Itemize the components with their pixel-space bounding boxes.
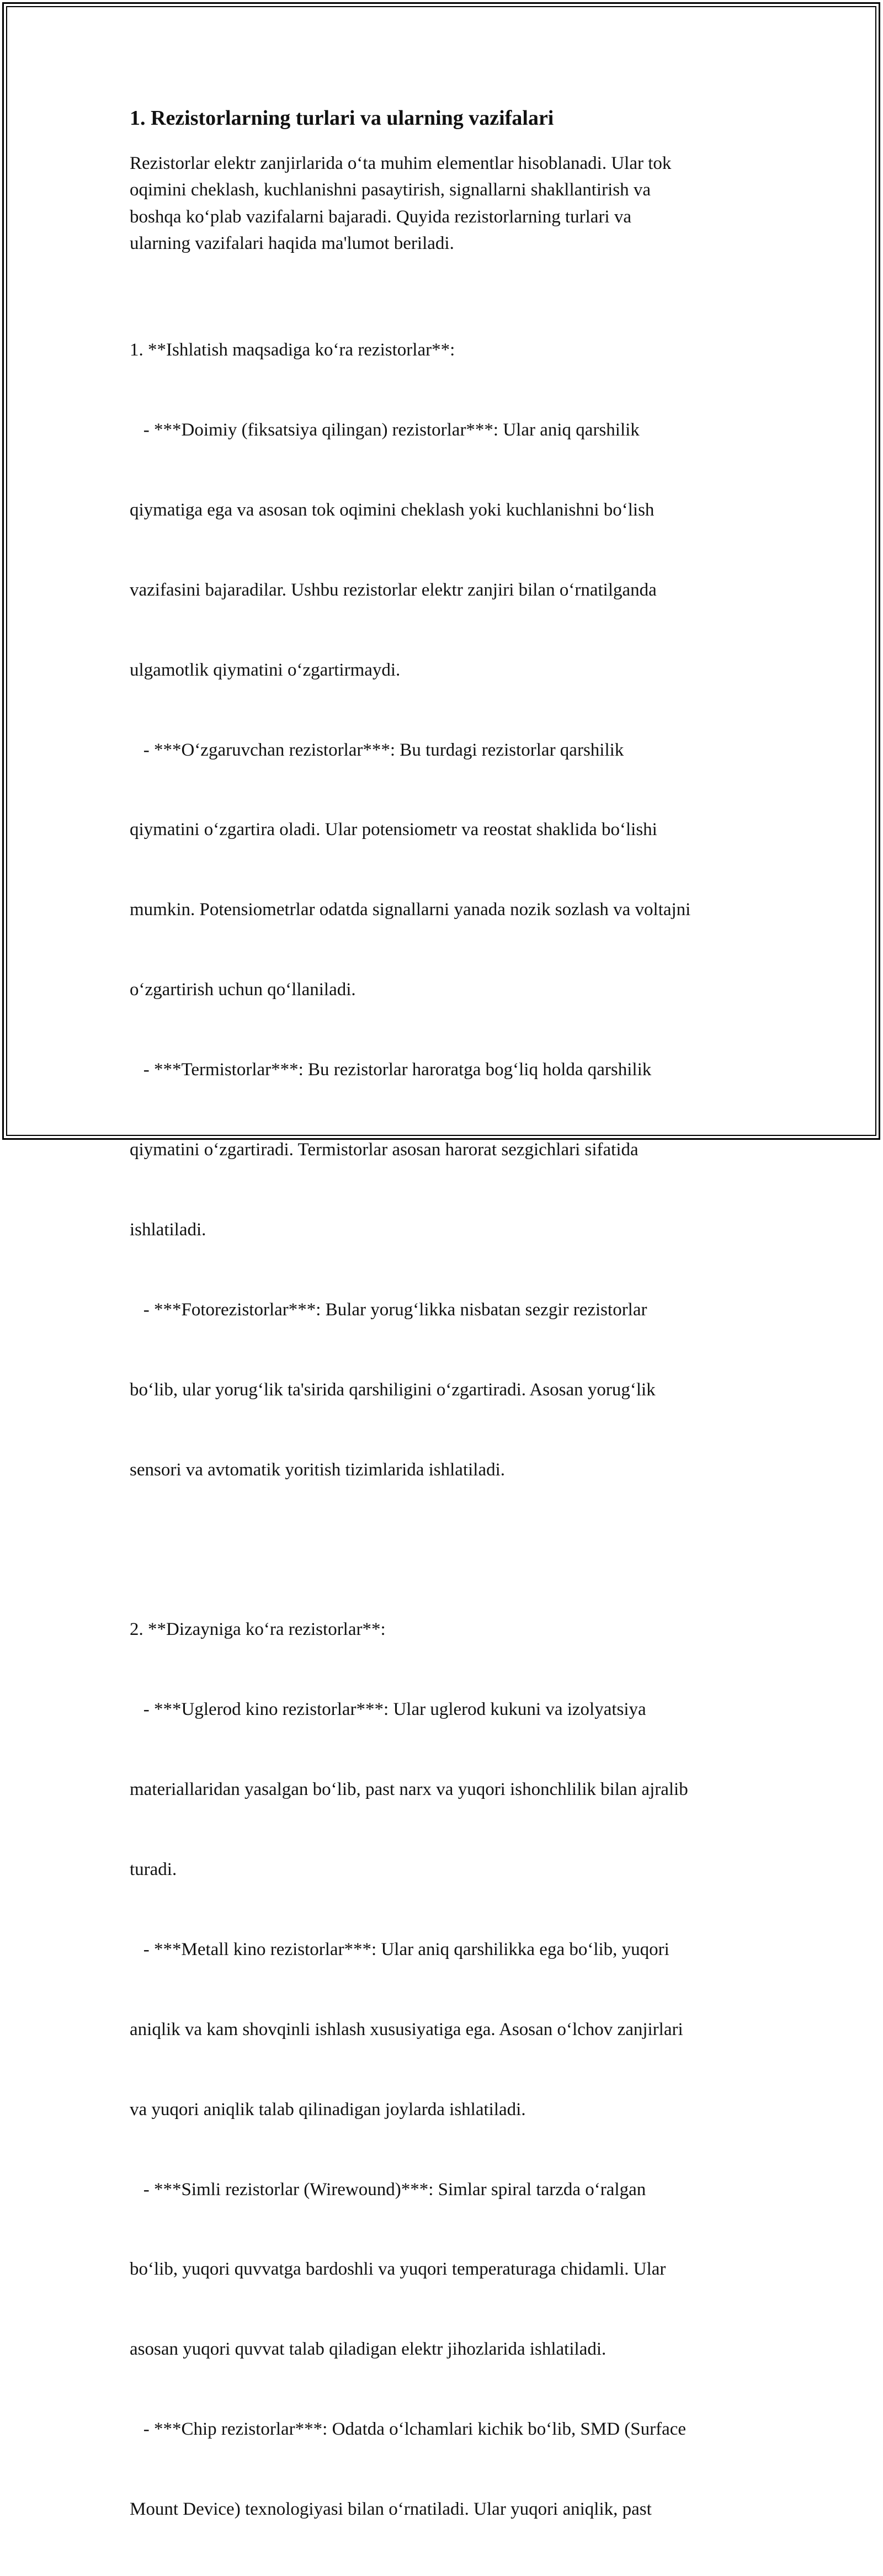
- text-line: Rezistorlar elektr zanjirlarida o‘ta muhim elementlar hisoblanadi. Ular tok: [130, 153, 672, 173]
- section-2-list: [130, 1563, 764, 2576]
- text-line: qiymatini o‘zgartiradi. Termistorlar asosan harorat sezgichlari sifatida: [130, 1139, 639, 1160]
- text-line: turadi.: [130, 1860, 177, 1879]
- text-line: aniqlik va kam shovqinli ishlash xususiyatiga ega. Asosan o‘lchov zanjirlari: [130, 2019, 683, 2039]
- text-line: Mount Device) texnologiyasi bilan o‘rnatiladi. Ular yuqori aniqlik, past: [130, 2499, 652, 2520]
- document-body: [130, 104, 764, 2576]
- text-line: qiymatiga ega va asosan tok oqimini cheklash yoki kuchlanishni bo‘lish: [130, 500, 655, 520]
- text-line: ulgamotlik qiymatini o‘zgartirmaydi.: [130, 660, 401, 680]
- text-line: asosan yuqori quvvat talab qiladigan elektr jihozlarida ishlatiladi.: [130, 2339, 607, 2360]
- paragraph-gap: [130, 257, 764, 283]
- text-line: ishlatiladi.: [130, 1219, 206, 1240]
- list-heading: 2. **Dizayniga ko‘ra rezistorlar**:: [130, 1619, 386, 1640]
- section-1-list: [130, 283, 764, 1536]
- list-item-line: - ***Fotorezistorlar***: Bular yorug‘likka nisbatan sezgir rezistorlar: [130, 1299, 647, 1320]
- list-item-line: - ***O‘zgaruvchan rezistorlar***: Bu turdagi rezistorlar qarshilik: [130, 740, 624, 760]
- text-line: bo‘lib, ular yorug‘lik ta'sirida qarshiligini o‘zgartiradi. Asosan yorug‘lik: [130, 1379, 656, 1400]
- text-line: boshqa ko‘plab vazifalarni bajaradi. Quyida rezistorlarning turlari va: [130, 206, 631, 227]
- list-item-line: - ***Uglerod kino rezistorlar***: Ular uglerod kukuni va izolyatsiya: [130, 1699, 646, 1720]
- paragraph-gap: [130, 1536, 764, 1563]
- text-line: bo‘lib, yuqori quvvatga bardoshli va yuqori temperaturaga chidamli. Ular: [130, 2259, 666, 2280]
- list-heading: 1. **Ishlatish maqsadiga ko‘ra rezistorlar**:: [130, 340, 455, 360]
- text-line: sensori va avtomatik yoritish tizimlarida ishlatiladi.: [130, 1459, 506, 1480]
- text-line: ularning vazifalari haqida ma'lumot beriladi.: [130, 233, 454, 253]
- text-line: o‘zgartirish uchun qo‘llaniladi.: [130, 980, 356, 1000]
- text-line: mumkin. Potensiometrlar odatda signallarni yanada nozik sozlash va voltajni: [130, 900, 691, 920]
- list-item-line: - ***Doimiy (fiksatsiya qilingan) rezistorlar***: Ular aniq qarshilik: [130, 419, 640, 440]
- text-line: vazifasini bajaradilar. Ushbu rezistorlar elektr zanjiri bilan o‘rnatilganda: [130, 580, 657, 600]
- section-heading: 1. Rezistorlarning turlari va ularning vazifalari: [130, 107, 554, 130]
- list-item-line: - ***Termistorlar***: Bu rezistorlar haroratga bog‘liq holda qarshilik: [130, 1060, 652, 1080]
- text-line: va yuqori aniqlik talab qilinadigan joylarda ishlatiladi.: [130, 2099, 526, 2120]
- list-item-line: - ***Metall kino rezistorlar***: Ular aniq qarshilikka ega bo‘lib, yuqori: [130, 1939, 669, 1959]
- list-item-line: - ***Simli rezistorlar (Wirewound)***: Simlar spiral tarzda o‘ralgan: [130, 2179, 646, 2200]
- list-item-line: - ***Chip rezistorlar***: Odatda o‘lchamlari kichik bo‘lib, SMD (Surface: [130, 2419, 687, 2440]
- text-line: materiallaridan yasalgan bo‘lib, past narx va yuqori ishonchlilik bilan ajralib: [130, 1780, 688, 1800]
- intro-paragraph: [130, 150, 764, 257]
- text-line: oqimini cheklash, kuchlanishni pasaytirish, signallarni shakllantirish va: [130, 180, 651, 200]
- text-line: qiymatini o‘zgartira oladi. Ular potensiometr va reostat shaklida bo‘lishi: [130, 820, 657, 840]
